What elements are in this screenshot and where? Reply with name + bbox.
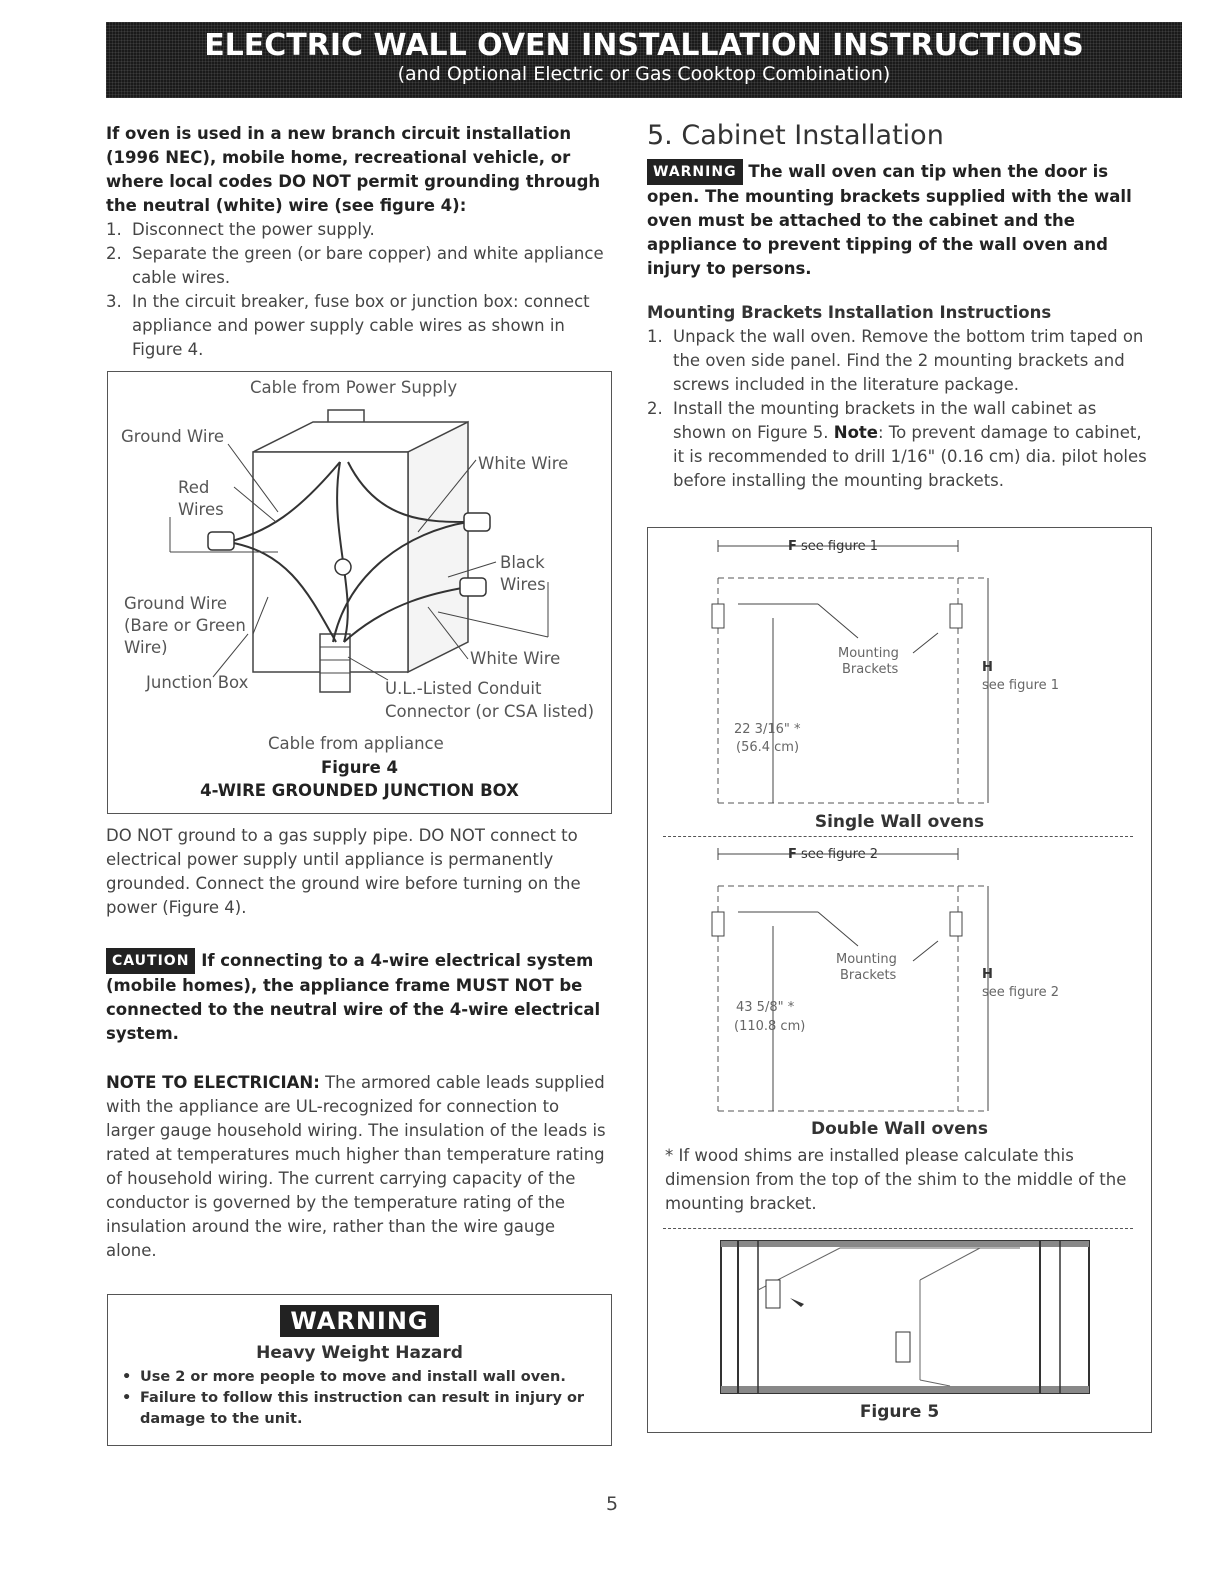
step-number: 1. (647, 327, 663, 346)
ground-note: DO NOT ground to a gas supply pipe. DO NOT connect to electrical power supply until appliance is permanently grounded. Connect the ground wire before turning on the power (Figure 4). (106, 826, 581, 917)
list-item (106, 242, 606, 290)
step-text: Install the mounting brackets in the wall cabinet as shown on Figure 5. (673, 399, 1097, 442)
caution-paragraph (106, 948, 606, 1046)
double-brackets-label: Brackets (840, 968, 897, 983)
single-brackets-label: Brackets (842, 662, 899, 677)
electrician-label: NOTE TO ELECTRICIAN: (106, 1073, 320, 1092)
brackets-subheading: Mounting Brackets Installation Instructions (647, 303, 1052, 322)
step-text: : To prevent damage to cabinet, it is recommended to drill 1/16" (0.16 cm) dia. pilot holes before installing the mounting brackets. (673, 423, 1147, 490)
single-dimension-cm: (56.4 cm) (736, 740, 800, 755)
warning-badge: WARNING (280, 1305, 438, 1337)
single-f-label: F see figure 1 (788, 539, 879, 554)
single-mounting-label: Mounting (838, 646, 899, 661)
banner-subtitle: (and Optional Electric or Gas Cooktop Combination) (397, 63, 891, 85)
caution-badge: CAUTION (106, 948, 195, 974)
figure-4-caption-2: 4-WIRE GROUNDED JUNCTION BOX (200, 781, 519, 800)
banner-title: ELECTRIC WALL OVEN INSTALLATION INSTRUCTIONS (204, 28, 1084, 63)
double-h-label: H (982, 967, 993, 982)
left-column (106, 122, 606, 362)
step-text: Unpack the wall oven. Remove the bottom trim taped on the oven side panel. Find the 2 mounting brackets and screws included in the literature package. (673, 327, 1144, 394)
tip-warning-text: The wall oven can tip when the door is open. The mounting brackets supplied with the wall oven must be attached to the cabinet and the appliance to prevent tipping of the wall oven and injury to persons. (647, 162, 1132, 278)
double-dimension: 43 5/8" * (736, 1000, 795, 1015)
divider (663, 1228, 1133, 1229)
double-wall-diagram (648, 836, 1151, 1136)
warning-bullet: Failure to follow this instruction can result in injury or damage to the unit. (140, 1390, 585, 1427)
note-label: Note (833, 423, 878, 442)
single-h-label: H (982, 660, 993, 675)
conduit-label-2: Connector (or CSA listed) (385, 702, 595, 721)
figure-4-caption: Figure 4 (320, 758, 399, 777)
step-number: 3. (106, 292, 122, 311)
double-wall-caption: Double Wall ovens (810, 1119, 989, 1139)
electrician-note (106, 1071, 610, 1263)
step-number: 1. (106, 220, 122, 239)
list-item (122, 1367, 597, 1388)
list-item (122, 1388, 597, 1430)
bullet-icon: • (122, 1390, 132, 1406)
figure-5-box (647, 527, 1152, 1433)
bullet-icon: • (122, 1369, 132, 1385)
red-wires-label: Wires (178, 500, 224, 519)
list-item (106, 218, 606, 242)
red-label: Red (178, 478, 210, 497)
step-number: 2. (106, 244, 122, 263)
ground-steps-list (106, 218, 606, 362)
warning-title: Heavy Weight Hazard (256, 1343, 463, 1363)
warning-bullet: Use 2 or more people to move and install wall oven. (140, 1369, 566, 1385)
intro-paragraph: If oven is used in a new branch circuit installation (1996 NEC), mobile home, recreational vehicle, or where local codes DO NOT permit grounding through the neutral (white) wire (see figure 4): (106, 124, 601, 215)
step-text: In the circuit breaker, fuse box or junction box: connect appliance and power supply cable wires as shown in Figure 4. (132, 292, 590, 359)
figure-5-caption: Figure 5 (859, 1402, 940, 1422)
step-text: Separate the green (or bare copper) and white appliance cable wires. (132, 244, 604, 287)
double-dimension-cm: (110.8 cm) (734, 1019, 806, 1034)
ground-wire-bottom-label-3: Wire) (124, 638, 168, 657)
heavy-weight-warning-box (107, 1294, 612, 1446)
black-wires-label: Wires (500, 575, 546, 594)
list-item (106, 290, 606, 362)
figure-5-illustration (720, 1240, 1090, 1394)
ground-wire-bottom-label-1: Ground Wire (124, 594, 228, 613)
page-number: 5 (605, 1493, 619, 1515)
double-f-label: F see figure 2 (788, 847, 879, 862)
single-dimension: 22 3/16" * (734, 722, 801, 737)
tip-warning-badge: WARNING (647, 159, 743, 185)
brackets-steps-list (647, 325, 1147, 493)
page-banner (106, 22, 1182, 98)
shim-note: * If wood shims are installed please calculate this dimension from the top of the shim to the middle of the mounting bracket. (665, 1146, 1127, 1213)
step-number: 2. (647, 399, 663, 418)
double-h-see: see figure 2 (982, 985, 1060, 1000)
double-mounting-label: Mounting (836, 952, 897, 967)
tip-warning (647, 159, 1147, 281)
junction-box-label: Junction Box (146, 673, 249, 692)
cable-appliance-label: Cable from appliance (268, 734, 444, 753)
ground-wire-bottom-label-2: (Bare or Green (124, 616, 246, 635)
single-wall-caption: Single Wall ovens (814, 812, 985, 832)
cable-power-label: Cable from Power Supply (250, 378, 458, 397)
electrician-text: The armored cable leads supplied with the appliance are UL-recognized for connection to larger gauge household wiring. The insulation of the leads is rated at temperatures much higher than temperature rating of household wiring. The current carrying capacity of the conductor is governed by the temperature rating of the insulation around the wire, rather than the wire gauge alone. (106, 1073, 606, 1260)
list-item (647, 397, 1147, 493)
single-wall-diagram (648, 528, 1151, 828)
white-wire-top-label: White Wire (478, 454, 569, 473)
right-column (647, 120, 1147, 493)
step-text: Disconnect the power supply. (132, 220, 375, 239)
black-label: Black (500, 553, 545, 572)
conduit-label-1: U.L.-Listed Conduit (385, 679, 542, 698)
ground-wire-top-label: Ground Wire (121, 427, 225, 446)
section-heading: 5. Cabinet Installation (647, 120, 944, 151)
figure-4-box (107, 371, 612, 814)
caution-text: If connecting to a 4-wire electrical system (mobile homes), the appliance frame MUST NOT be connected to the neutral wire of the 4-wire electrical system. (106, 951, 601, 1043)
list-item (647, 325, 1147, 397)
single-h-see: see figure 1 (982, 678, 1060, 693)
white-wire-bottom-label: White Wire (470, 649, 561, 668)
